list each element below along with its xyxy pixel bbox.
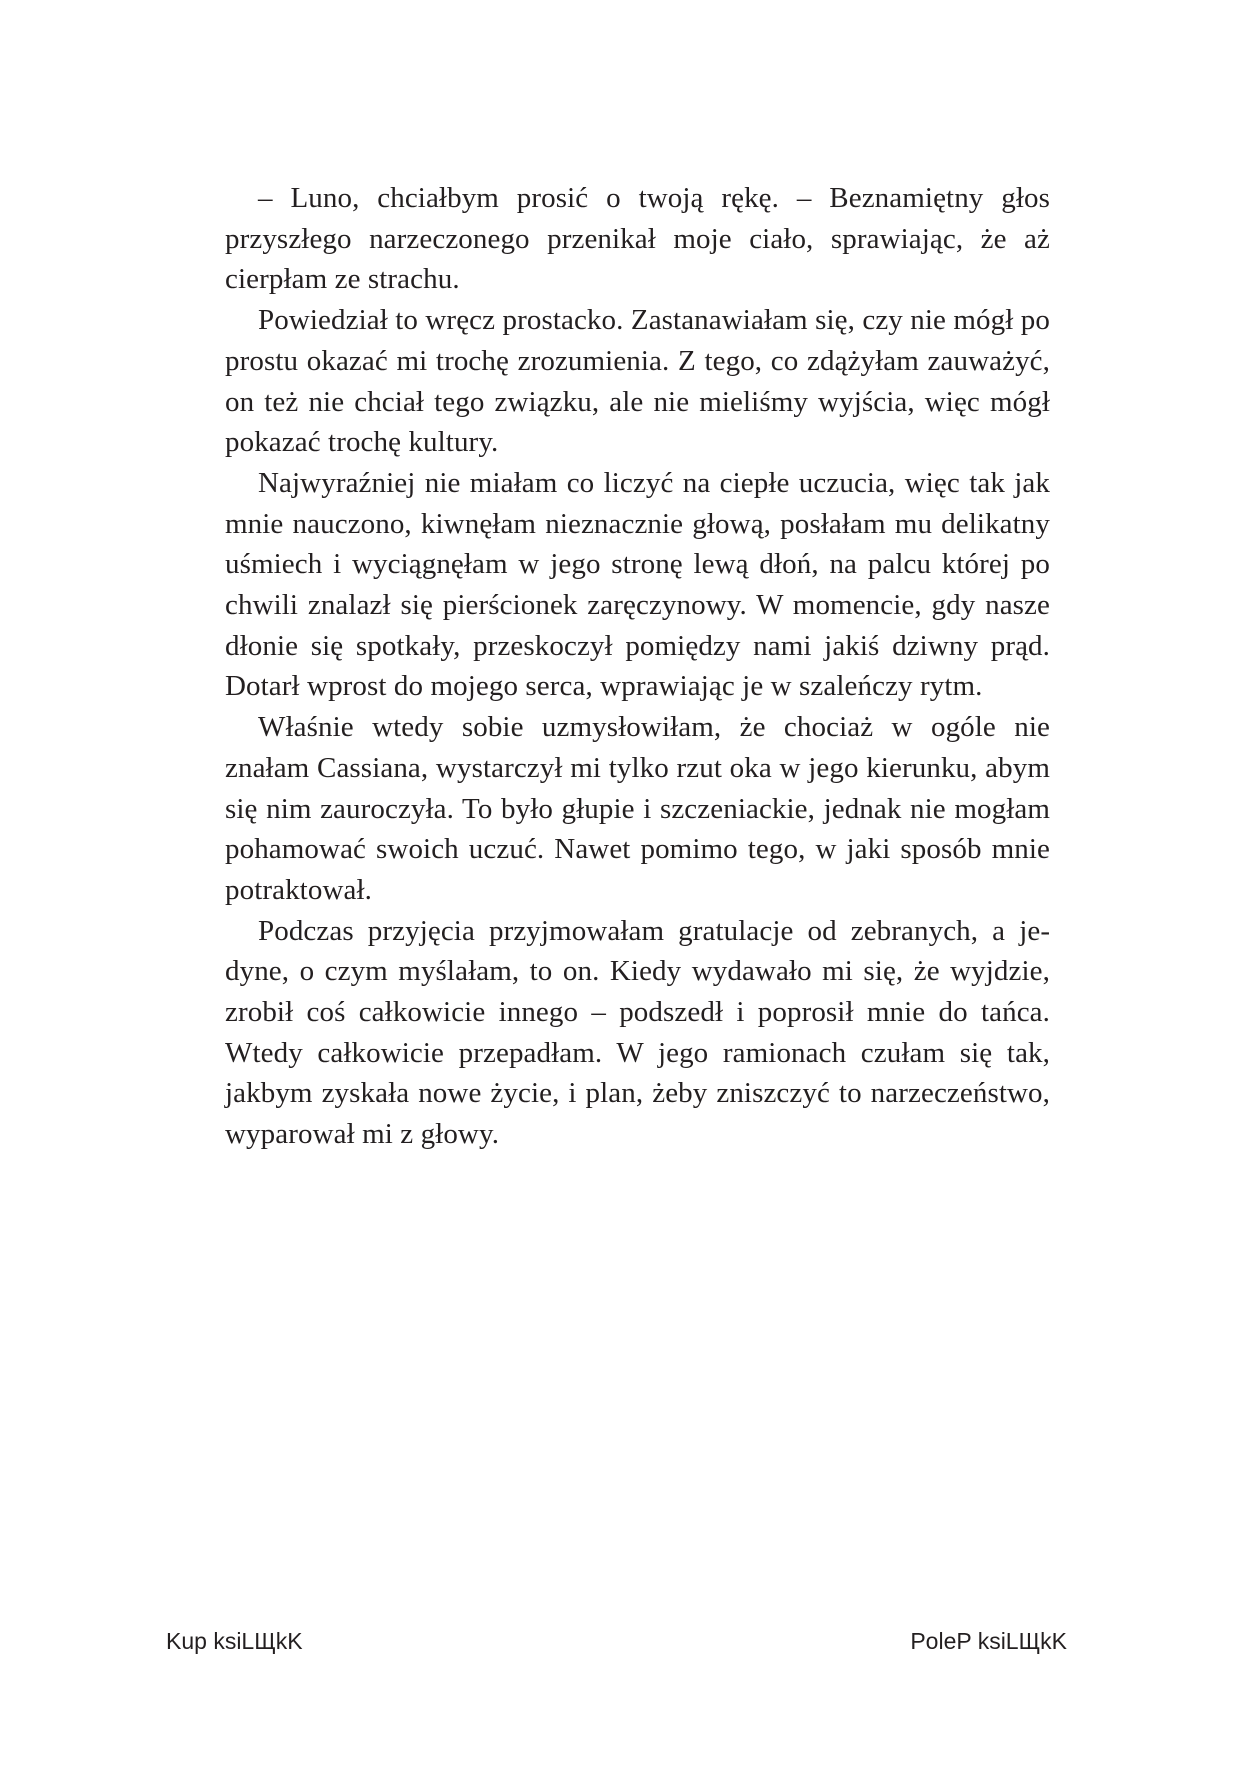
recommend-book-link[interactable]: PoleP ksiLЩkK: [910, 1628, 1067, 1654]
buy-book-link[interactable]: Kup ksiLЩkK: [166, 1628, 303, 1654]
body-text: [225, 178, 1050, 1155]
paragraph-5: Podczas przyjęcia przyjmowałam gratulacje od zebranych, a jedyne, o czym myślałam, to on. Kiedy wydawało mi się, że wyjdzie, zrobił coś całkowicie innego – podszedł i poprosił mnie do tańca. Wtedy całkowicie przepadłam. W jego ramionach czułam się tak, jakbym zyskała nowe życie, i plan, żeby zniszczyć to narzeczeństwo, wyparował mi z głowy.: [225, 914, 1050, 1151]
paragraph-3: Najwyraźniej nie miałam co liczyć na ciepłe uczucia, więc tak jak mnie nauczono, kiwnęłam nieznacznie głową, posłałam mu delikatny uśmiech i wyciągnęłam w jego stronę lewą dłoń, na palcu której po chwili znalazł się pierścionek zaręczynowy. W momencie, gdy nasze dłonie się spotkały, przeskoczył pomiędzy nami jakiś dziwny prąd. Dotarł wprost do mojego serca, wprawiając je w szaleńczy rytm.: [225, 466, 1050, 703]
paragraph-2: Powiedział to wręcz prostacko. Zastanawiałam się, czy nie mógł po prostu okazać mi trochę zrozumienia. Z tego, co zdążyłam zauważyć, on też nie chciał tego związku, ale nie mieliśmy wyjścia, więc mógł pokazać trochę kultury.: [225, 304, 1050, 459]
paragraph-1: – Luno, chciałbym prosić o twoją rękę. – Beznamiętny głos przyszłego narzeczonego przenikał moje ciało, sprawiając, że aż cierpłam ze strachu.: [225, 182, 1050, 296]
paragraph-4: Właśnie wtedy sobie uzmysłowiłam, że chociaż w ogóle nie znałam Cassiana, wystarczył mi tylko rzut oka w jego kierunku, abym się nim zauroczyła. To było głupie i szczeniackie, jednak nie mogłam pohamować swoich uczuć. Nawet pomimo tego, w jaki sposób mnie potraktował.: [225, 711, 1050, 906]
